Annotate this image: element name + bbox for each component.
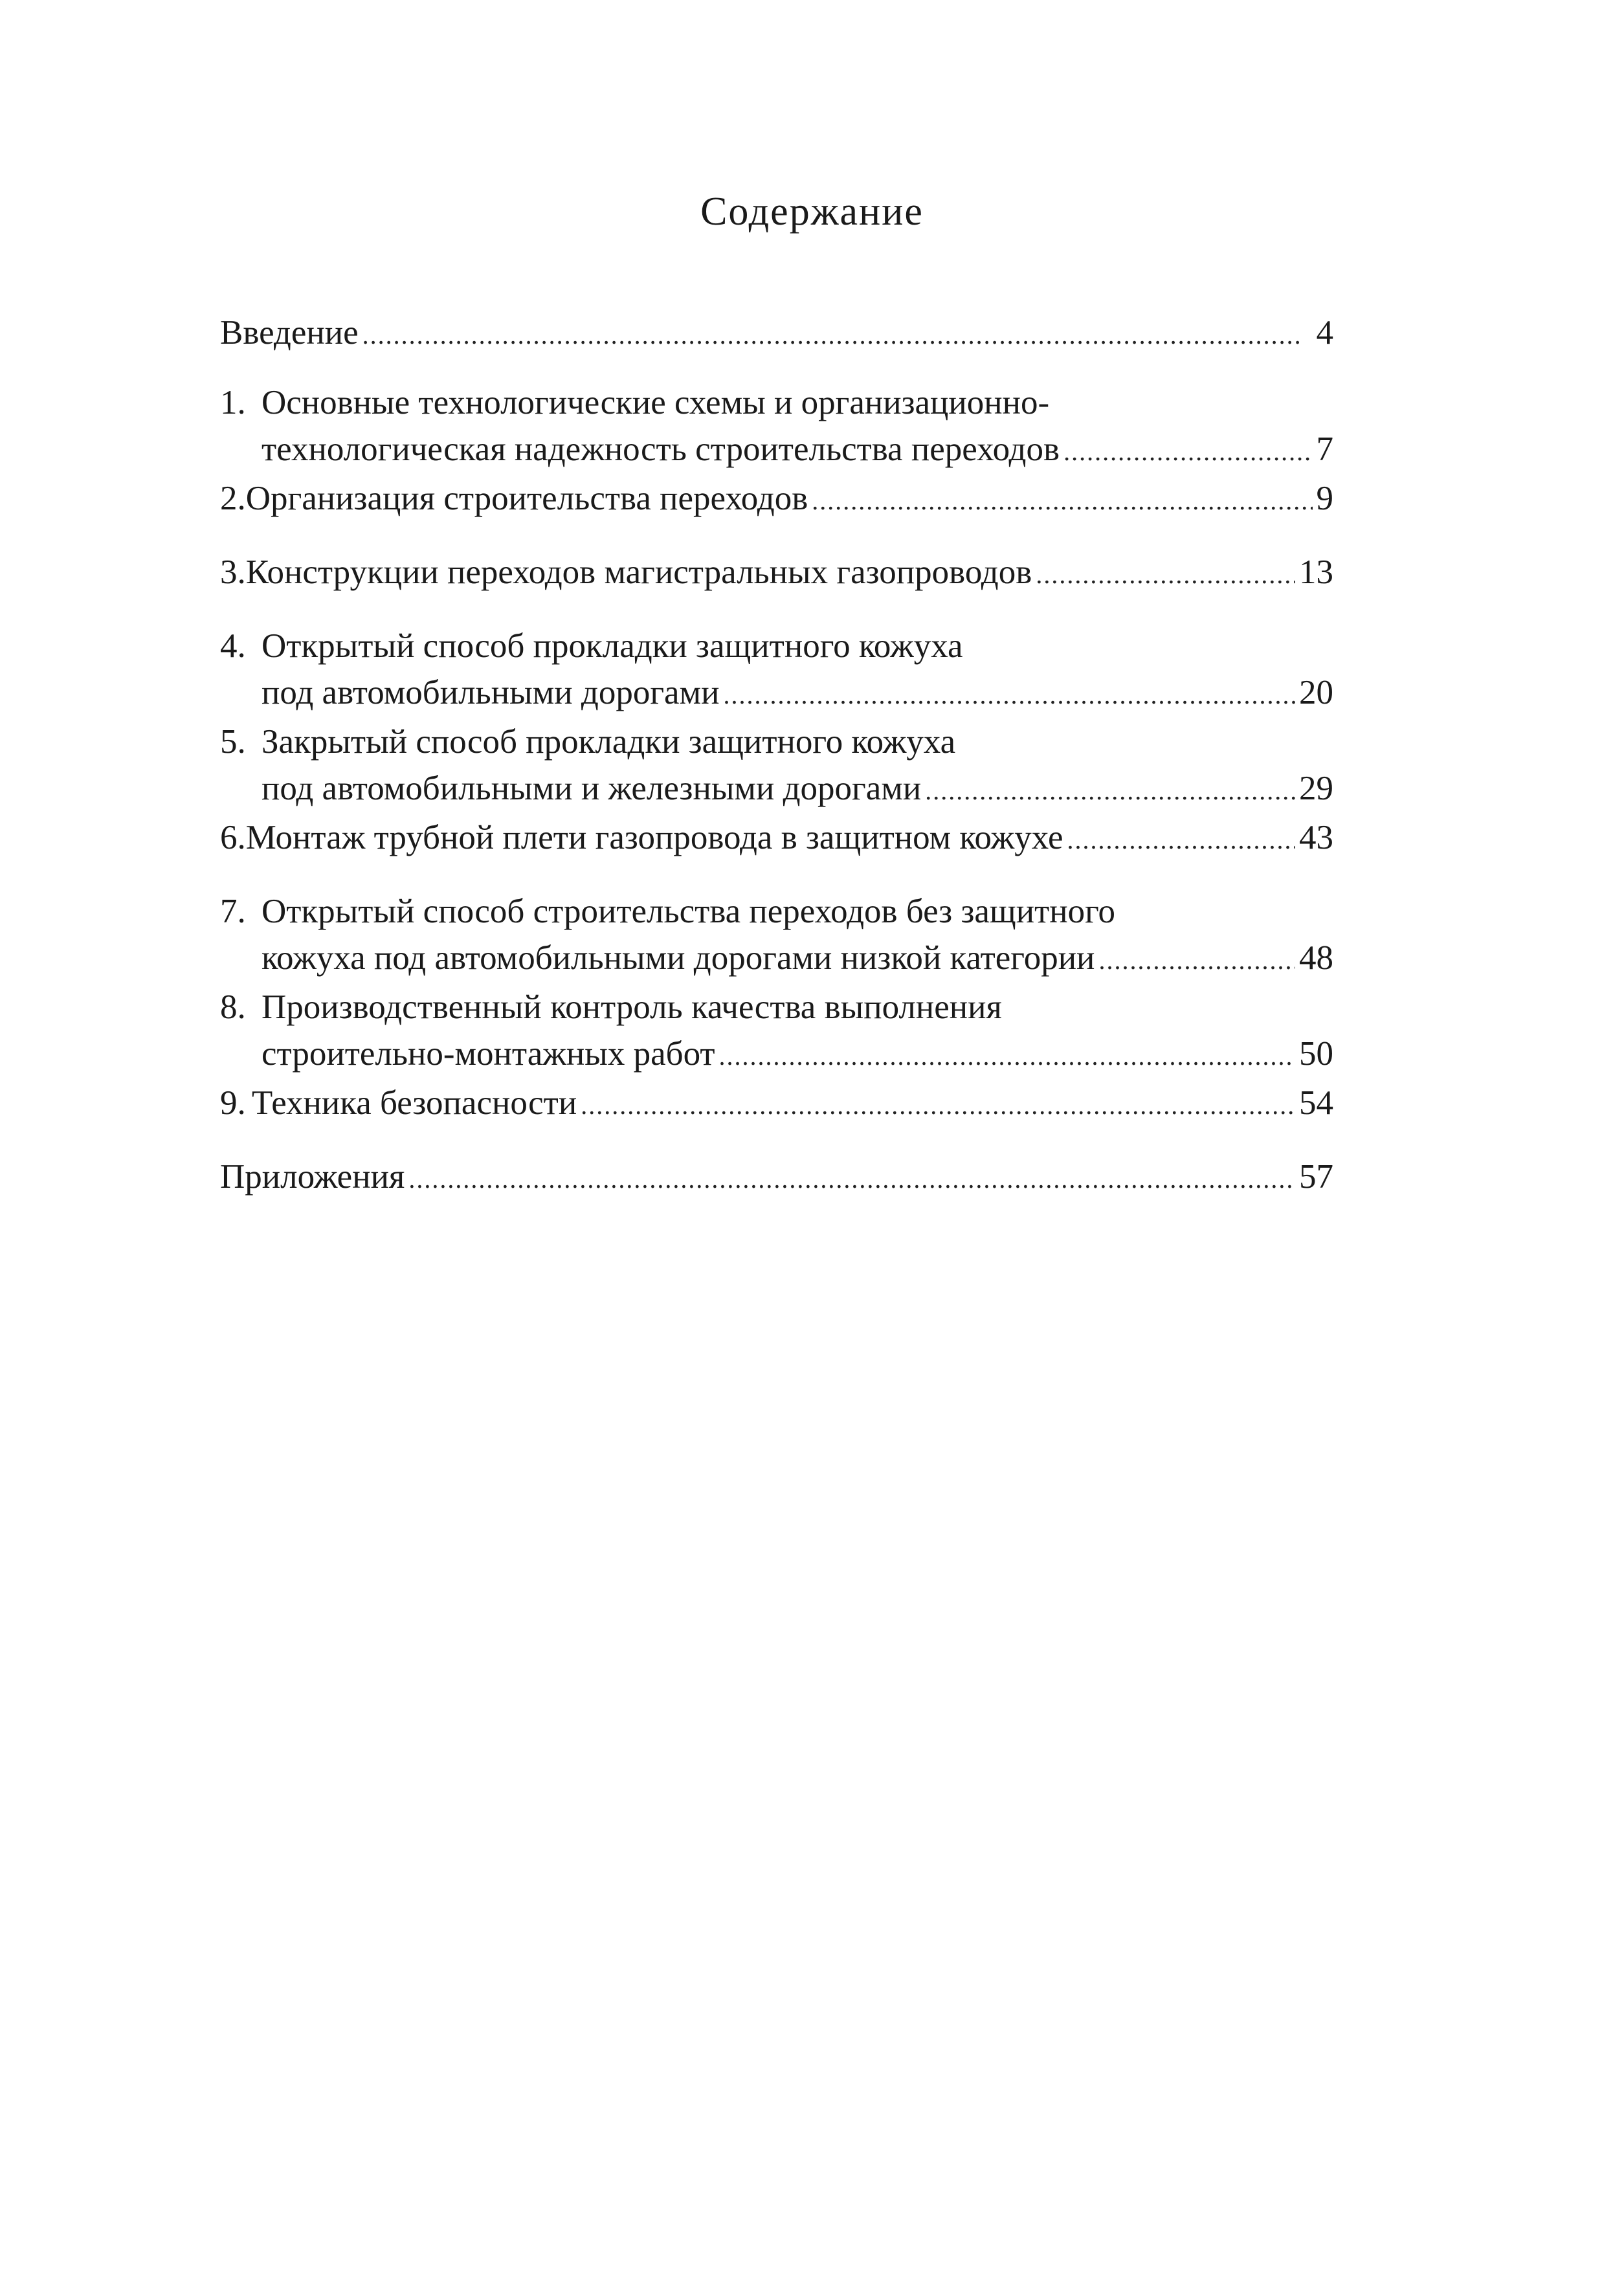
toc-page-number: 7: [1316, 430, 1333, 468]
toc-entry-label: Введение: [220, 314, 359, 351]
toc-page-number: 50: [1299, 1035, 1333, 1073]
toc-entry-9[interactable]: [220, 1082, 1333, 1126]
toc-page-number: 48: [1299, 939, 1333, 977]
dot-leader: [1063, 431, 1312, 473]
dot-leader: [1067, 819, 1296, 861]
dot-leader: [723, 674, 1295, 716]
dot-leader: [408, 1159, 1295, 1200]
toc-entry-label-continued: технологическая надежность строительства переходов: [261, 430, 1060, 468]
toc-entry-label-continued: под автомобильными и железными дорогами: [261, 770, 922, 807]
dot-leader: [925, 770, 1295, 812]
toc-entry-number: 2.: [220, 480, 246, 517]
toc-entry-label: Открытый способ строительства переходов без защитного: [261, 893, 1116, 930]
toc-entry-number: 7.: [220, 893, 246, 930]
toc-page-number: 43: [1299, 819, 1333, 856]
toc-entry-label: Производственный контроль качества выполнения: [261, 988, 1002, 1026]
toc-entry-1-line2[interactable]: [220, 429, 1333, 473]
toc-entry-label: Организация строительства переходов: [245, 480, 808, 517]
toc-entry-number: 3.: [220, 553, 246, 591]
toc-entry-5-line1[interactable]: [220, 721, 1333, 763]
toc-entry-number: 8.: [220, 988, 246, 1026]
dot-leader: [1036, 554, 1295, 596]
toc-entry-label-continued: кожуха под автомобильными дорогами низкой категории: [261, 939, 1095, 977]
toc-entry-number: 9.: [220, 1084, 246, 1122]
toc-entry-introduction[interactable]: [220, 312, 1333, 356]
toc-entry-5-line2[interactable]: [220, 768, 1333, 812]
toc-page-number: 54: [1299, 1084, 1333, 1122]
toc-entry-7-line2[interactable]: [220, 937, 1333, 981]
toc-entry-7-line1[interactable]: [220, 891, 1333, 932]
toc-entry-number: 6.: [220, 819, 246, 856]
page-title: Содержание: [700, 190, 924, 234]
toc-entry-label: Техника безопасности: [251, 1084, 577, 1122]
toc-entry-appendices[interactable]: [220, 1156, 1333, 1200]
toc-page-number: 13: [1299, 553, 1333, 591]
toc-entry-4-line1[interactable]: [220, 625, 1333, 667]
toc-entry-8-line2[interactable]: [220, 1033, 1333, 1077]
toc-entry-3[interactable]: [220, 551, 1333, 596]
dot-leader: [1098, 940, 1295, 981]
toc-entry-number: 4.: [220, 627, 246, 665]
toc-page-number: 9: [1316, 480, 1333, 517]
dot-leader: [812, 480, 1312, 522]
dot-leader: [362, 315, 1313, 356]
toc-entry-label: Приложения: [220, 1158, 405, 1196]
toc-entry-label: Открытый способ прокладки защитного кожуха: [261, 627, 963, 665]
dot-leader: [581, 1085, 1295, 1126]
toc-page-number: 29: [1299, 770, 1333, 807]
toc-entry-label: Монтаж трубной плети газопровода в защитном кожухе: [245, 819, 1063, 856]
toc-entry-number: 5.: [220, 723, 246, 761]
toc-entry-label: Конструкции переходов магистральных газопроводов: [245, 553, 1032, 591]
toc-entry-label: Основные технологические схемы и организационно-: [261, 384, 1050, 421]
toc-page-number: 20: [1299, 674, 1333, 711]
dot-leader: [719, 1036, 1295, 1077]
toc-entry-8-line1[interactable]: [220, 986, 1333, 1028]
toc-entry-1-line1[interactable]: [220, 382, 1333, 423]
toc-entry-2[interactable]: [220, 478, 1333, 522]
table-of-contents: [220, 304, 1333, 1200]
toc-entry-label-continued: строительно-монтажных работ: [261, 1035, 715, 1073]
toc-page-number: 57: [1299, 1158, 1333, 1196]
toc-entry-6[interactable]: [220, 817, 1333, 861]
toc-entry-4-line2[interactable]: [220, 672, 1333, 716]
toc-entry-label-continued: под автомобильными дорогами: [261, 674, 720, 711]
toc-page-number: 4: [1316, 314, 1333, 351]
toc-entry-number: 1.: [220, 384, 246, 421]
toc-entry-label: Закрытый способ прокладки защитного кожуха: [261, 723, 956, 761]
